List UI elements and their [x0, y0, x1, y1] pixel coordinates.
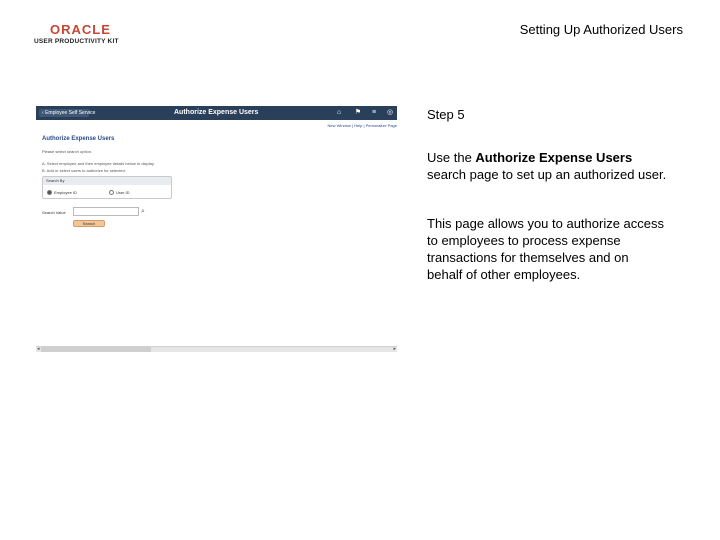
oracle-upk-logo	[34, 22, 124, 48]
screenshot-header-bar	[36, 106, 397, 120]
radio-label: User ID	[116, 190, 130, 195]
top-links[interactable]: New Window | Help | Personalize Page	[327, 123, 397, 128]
logo-subtitle: USER PRODUCTIVITY KIT	[34, 38, 119, 45]
instruction-line-1: A. Select employee and then employee details below to display.	[42, 161, 155, 166]
radio-label: Employee ID	[54, 190, 77, 195]
home-icon[interactable]: ⌂	[336, 109, 342, 116]
logo-wordmark: ORACLE	[50, 22, 111, 37]
scroll-left-icon[interactable]: ◂	[37, 346, 40, 352]
menu-icon[interactable]: ≡	[371, 109, 377, 116]
page-purpose-text: This page allows you to authorize access to employees to process expense transactions for themselves and on behalf of other employees.	[427, 216, 665, 282]
description-prefix: Use the	[427, 150, 476, 165]
search-value-label: Search Value	[42, 210, 66, 215]
back-button[interactable]: ‹ Employee Self Service	[39, 109, 89, 117]
screenshot-page-title: Authorize Expense Users	[174, 109, 259, 116]
compass-icon[interactable]: ◎	[386, 109, 394, 116]
application-screenshot	[36, 106, 397, 356]
search-by-group	[42, 176, 172, 199]
lookup-icon[interactable]: ⌕	[141, 208, 145, 215]
horizontal-scrollbar[interactable]	[36, 346, 397, 352]
radio-user-id[interactable]	[109, 189, 130, 197]
radio-unselected-icon	[109, 190, 114, 195]
search-by-label: Search By	[43, 177, 171, 185]
description-suffix: search page to set up an authorized user.	[427, 167, 667, 182]
search-button[interactable]: Search	[73, 220, 105, 227]
document-title: Setting Up Authorized Users	[519, 22, 683, 37]
back-button-label: Employee Self Service	[45, 110, 96, 116]
radio-employee-id[interactable]	[47, 189, 77, 197]
step-description	[427, 149, 667, 183]
radio-selected-icon	[47, 190, 52, 195]
search-value-input[interactable]	[73, 207, 139, 216]
instruction-line-2: B. Add or select users to authorize for selected.	[42, 168, 126, 173]
flag-icon[interactable]: ⚑	[354, 109, 362, 116]
step-label: Step 5	[427, 107, 465, 122]
search-hint: Please select search option.	[42, 149, 93, 154]
description-page-name: Authorize Expense Users	[475, 150, 633, 165]
content-title: Authorize Expense Users	[42, 136, 115, 142]
scrollbar-thumb[interactable]	[41, 347, 151, 352]
scroll-right-icon[interactable]: ▸	[393, 346, 396, 352]
